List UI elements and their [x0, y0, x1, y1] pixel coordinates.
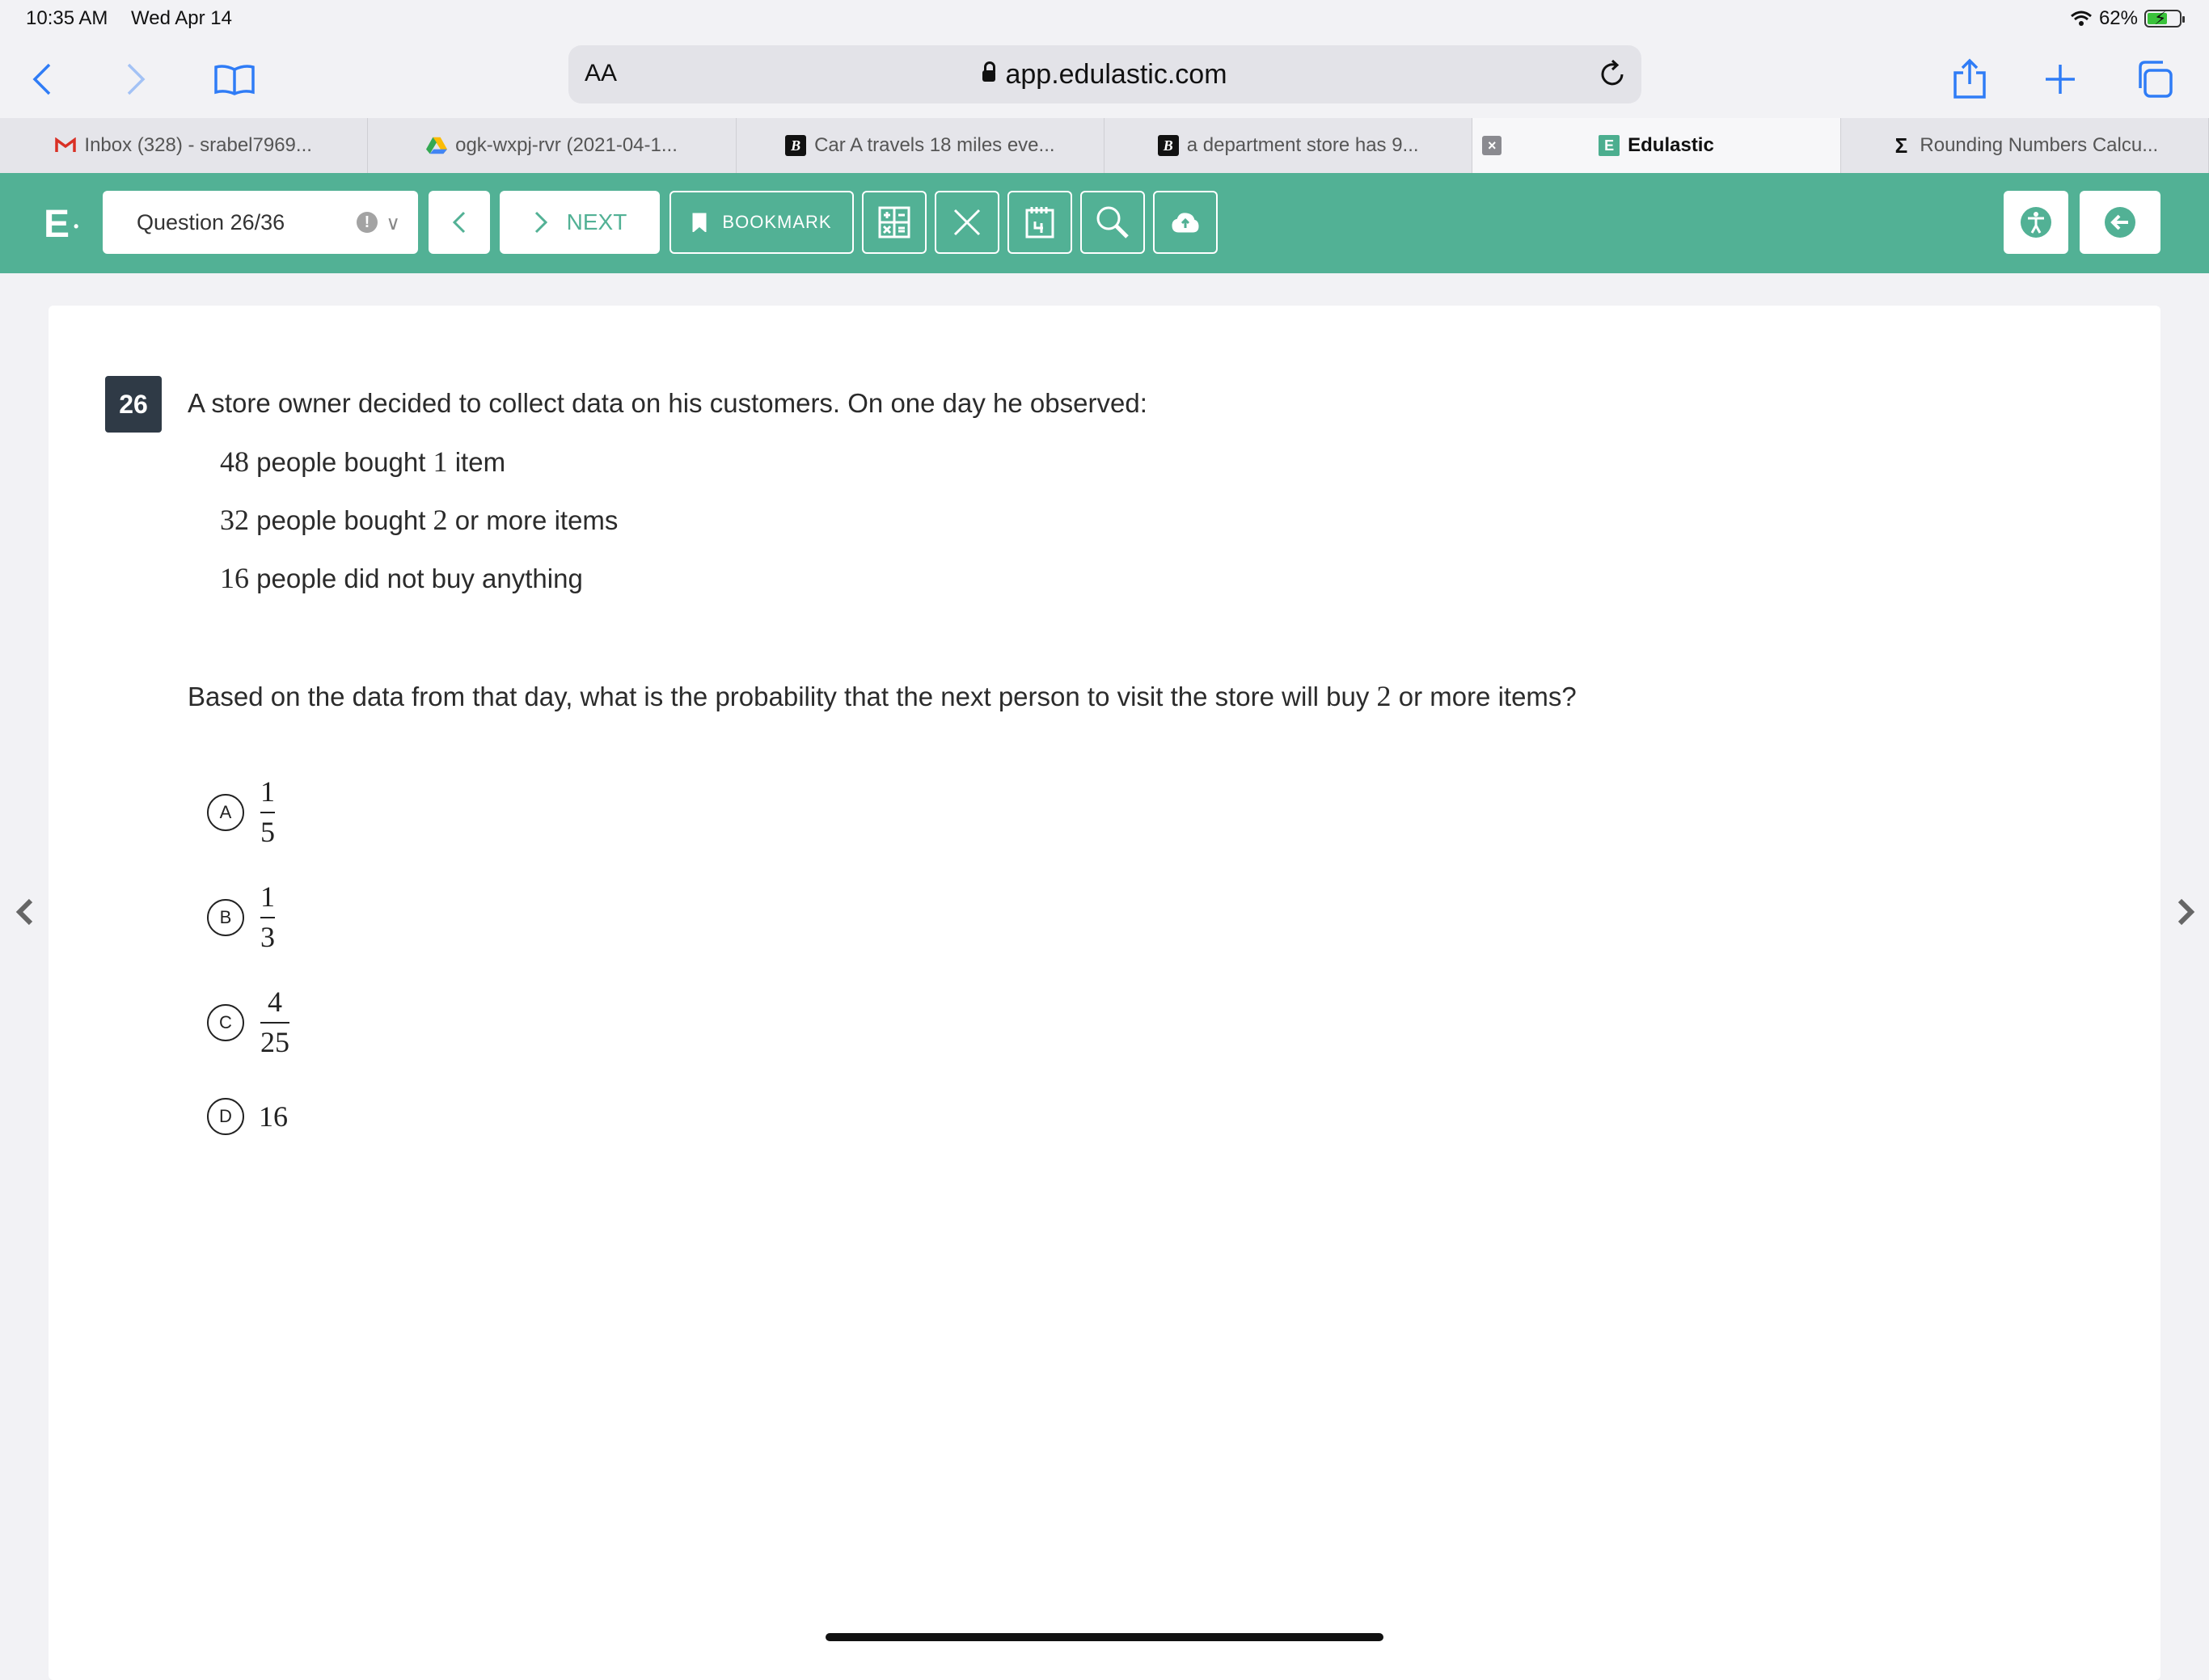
status-time: 10:35 AM: [26, 7, 108, 29]
tab-gmail[interactable]: [0, 118, 368, 173]
back-icon[interactable]: [19, 57, 65, 102]
previous-button[interactable]: [429, 191, 490, 254]
bookmark-label: BOOKMARK: [722, 212, 832, 232]
previous-question-arrow-icon[interactable]: [13, 896, 37, 928]
forward-icon[interactable]: [113, 57, 158, 102]
brainly-icon: B: [1158, 135, 1179, 156]
tab-bar: [0, 118, 2209, 174]
assessment-toolbar: [0, 173, 2209, 273]
tab-google-drive[interactable]: [368, 118, 736, 173]
option-d[interactable]: [207, 1098, 288, 1135]
option-c-fraction: $\frac{4}{25}$: [260, 986, 289, 1058]
calculator-icon: [877, 205, 911, 239]
option-a[interactable]: [207, 776, 275, 848]
browser-toolbar: [0, 40, 2209, 118]
save-button[interactable]: [1153, 191, 1218, 254]
accessibility-button[interactable]: [2004, 191, 2068, 254]
tab-label: Edulastic: [1628, 134, 1714, 156]
next-question-arrow-icon[interactable]: [2173, 896, 2198, 928]
edulastic-icon: E: [1599, 135, 1620, 156]
option-c[interactable]: [207, 986, 289, 1058]
address-bar[interactable]: [568, 45, 1641, 103]
reload-icon[interactable]: [1594, 57, 1630, 92]
tabs-overview-icon[interactable]: [2131, 57, 2177, 102]
tab-label: Rounding Numbers Calcu...: [1920, 134, 2159, 156]
chevron-right-icon: [533, 210, 549, 234]
tab-label: Car A travels 18 miles eve...: [814, 134, 1055, 156]
question-selector[interactable]: [103, 191, 418, 254]
calculator-button[interactable]: [862, 191, 927, 254]
option-b-bubble[interactable]: B: [207, 899, 244, 936]
question-selector-label: Question 26/36: [137, 209, 285, 234]
home-indicator: [826, 1633, 1383, 1641]
tab-edulastic[interactable]: [1472, 118, 1840, 173]
next-button[interactable]: [500, 191, 660, 254]
bookmark-icon: [691, 213, 707, 232]
url-text: app.edulastic.com: [1005, 59, 1227, 90]
option-a-bubble[interactable]: A: [207, 794, 244, 831]
cloud-upload-icon: [1172, 212, 1199, 233]
status-right: [2070, 7, 2182, 30]
status-bar: [0, 0, 2209, 40]
observation-2: 32 people bought 2 or more items: [220, 504, 619, 536]
close-icon: [952, 207, 982, 238]
question-number: 26: [105, 376, 162, 433]
close-tab-icon[interactable]: ×: [1482, 136, 1502, 155]
status-date: Wed Apr 14: [131, 7, 232, 29]
answer-eliminator-button[interactable]: [935, 191, 999, 254]
option-d-bubble[interactable]: D: [207, 1098, 244, 1135]
tab-label: ogk-wxpj-rvr (2021-04-1...: [455, 134, 678, 156]
new-tab-icon[interactable]: [2038, 57, 2083, 102]
exit-icon: [2104, 206, 2136, 238]
exit-button[interactable]: [2080, 191, 2160, 254]
lock-icon: [982, 70, 995, 82]
edulastic-logo: E •: [44, 203, 79, 246]
scratchpad-icon: [1024, 205, 1056, 239]
google-drive-icon: [426, 135, 447, 156]
tab-label: Inbox (328) - srabel7969...: [84, 134, 312, 156]
bookmarks-icon[interactable]: [212, 57, 257, 102]
share-icon[interactable]: [1947, 57, 1992, 102]
tab-brainly-store[interactable]: [1104, 118, 1472, 173]
text-size-button[interactable]: AA: [585, 60, 618, 87]
tab-brainly-car[interactable]: [737, 118, 1104, 173]
bookmark-button[interactable]: [669, 191, 854, 254]
chevron-left-icon: [451, 210, 467, 234]
wifi-icon: [2070, 11, 2093, 27]
battery-percent: 62%: [2098, 7, 2138, 29]
question-prompt: Based on the data from that day, what is the probability that the next person to visit the store will buy 2 or more items?: [188, 680, 1577, 712]
option-a-fraction: $\frac{1}{5}$: [260, 775, 275, 848]
tab-label: a department store has 9...: [1186, 134, 1419, 156]
option-c-bubble[interactable]: C: [207, 1004, 244, 1041]
observation-3: 16 people did not buy anything: [220, 562, 583, 594]
question-stem: A store owner decided to collect data on his customers. On one day he observed:: [188, 388, 1147, 418]
chevron-down-icon: ∨: [386, 213, 400, 234]
url-display[interactable]: [568, 59, 1641, 91]
sigma-icon: Σ: [1894, 133, 1908, 158]
option-d-value: 16: [259, 1100, 288, 1133]
option-b[interactable]: [207, 881, 275, 953]
option-b-fraction: $\frac{1}{3}$: [260, 880, 275, 953]
brainly-icon: B: [785, 135, 806, 156]
unanswered-icon: !: [357, 212, 378, 233]
battery-icon: ⚡: [2144, 10, 2182, 27]
accessibility-icon: [2020, 206, 2052, 238]
observation-1: 48 people bought 1 item: [220, 445, 506, 478]
tab-rounding[interactable]: [1841, 118, 2209, 173]
scratchpad-button[interactable]: [1007, 191, 1072, 254]
next-label: NEXT: [566, 209, 627, 234]
gmail-icon: [55, 135, 76, 156]
magnifier-button[interactable]: [1080, 191, 1145, 254]
magnifier-icon: [1095, 205, 1130, 240]
